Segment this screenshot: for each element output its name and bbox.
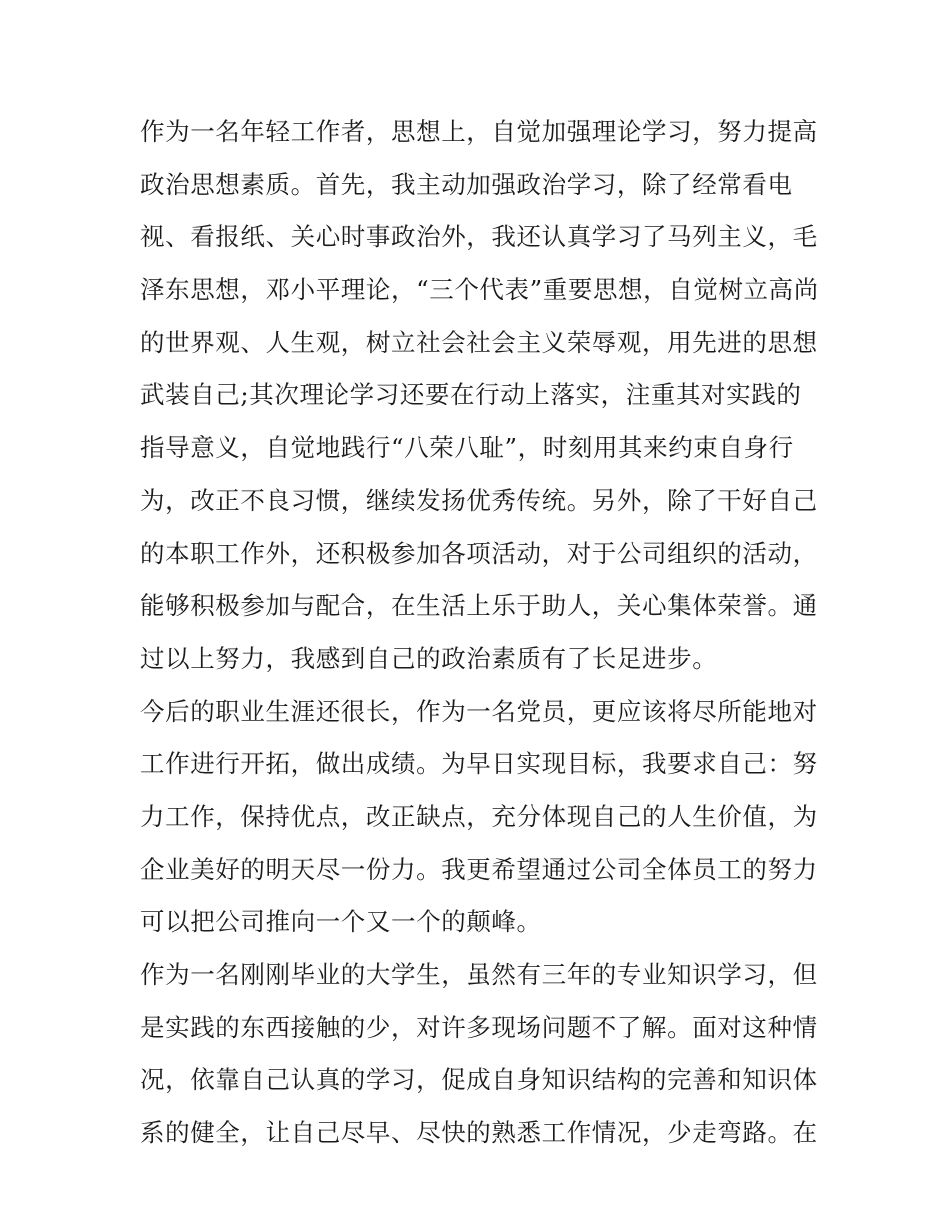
text-line: 作为一名刚刚毕业的大学生，虽然有三年的专业知识学习，但 [140, 960, 818, 989]
text-line: 作为一名年轻工作者，思想上，自觉加强理论学习，努力提高 [140, 117, 818, 146]
text-line: 视、看报纸、关心时事政治外，我还认真学习了马列主义，毛 [140, 222, 818, 252]
text-line: 工作进行开拓，做出成绩。为早日实现目标，我要求自己：努 [140, 749, 818, 779]
text-line: 的世界观、人生观，树立社会社会主义荣辱观，用先进的思想 [140, 327, 818, 357]
text-line: 况，依靠自己认真的学习，促成自身知识结构的完善和知识体 [140, 1065, 818, 1095]
text-line: 政治思想素质。首先，我主动加强政治学习，除了经常看电 [140, 169, 793, 199]
text-line: 力工作，保持优点，改正缺点，充分体现自己的人生价值，为 [140, 801, 818, 831]
text-line: 指导意义，自觉地践行“八荣八耻”，时刻用其来约束自身行 [140, 433, 794, 463]
text-line: 是实践的东西接触的少，对许多现场问题不了解。面对这种情 [140, 1012, 818, 1042]
text-line: 的本职工作外，还积极参加各项活动，对于公司组织的活动， [140, 538, 818, 568]
text-line: 可以把公司推向一个又一个的颠峰。 [140, 907, 542, 937]
body-text [140, 106, 820, 1160]
text-line: 系的健全，让自己尽早、尽快的熟悉工作情况，少走弯路。在 [140, 1118, 818, 1148]
text-line: 今后的职业生涯还很长，作为一名党员，更应该将尽所能地对 [140, 696, 818, 726]
text-line: 泽东思想，邓小平理论，“三个代表”重要思想，自觉树立高尚 [140, 275, 819, 305]
text-line: 武装自己;其次理论学习还要在行动上落实，注重其对实践的 [140, 380, 802, 410]
text-line: 企业美好的明天尽一份力。我更希望通过公司全体员工的努力 [140, 854, 818, 884]
text-line: 为，改正不良习惯，继续发扬优秀传统。另外，除了干好自己 [140, 485, 818, 515]
text-line: 过以上努力，我感到自己的政治素质有了长足进步。 [140, 643, 718, 673]
text-line: 能够积极参加与配合，在生活上乐于助人，关心集体荣誉。通 [140, 591, 818, 621]
